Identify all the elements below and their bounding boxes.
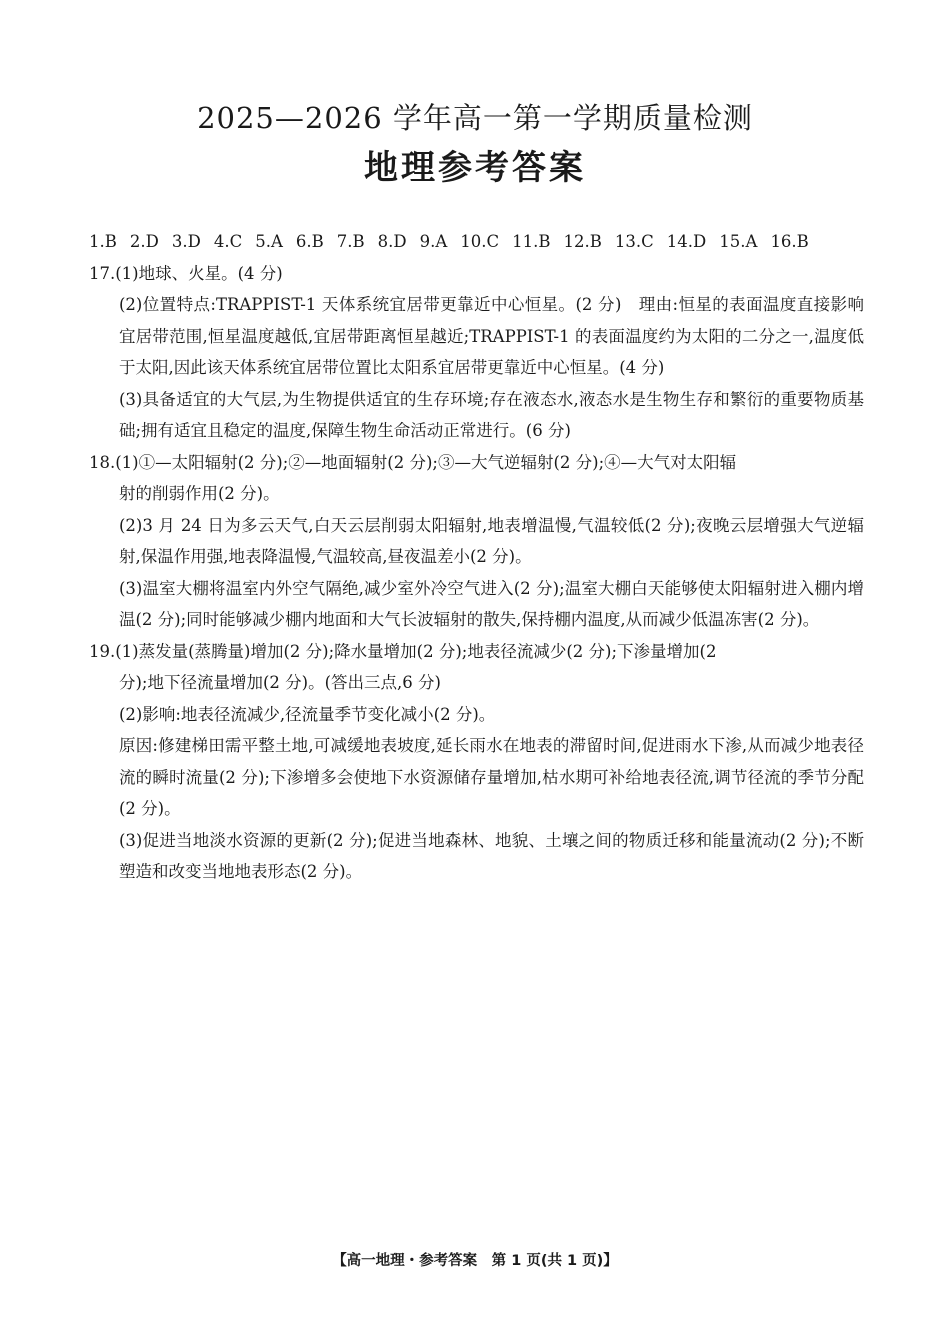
- q19-part3: (3)促进当地淡水资源的更新(2 分);促进当地森林、地貌、土壤之间的物质迁移和能量流动(2 分);不断塑造和改变当地地表形态(2 分)。: [119, 830, 864, 881]
- choice-answer: 14.D: [666, 232, 707, 251]
- answer-key-title: 地理参考答案: [364, 148, 586, 188]
- q18-part1-continuation: 射的削弱作用(2 分)。: [119, 484, 280, 503]
- choice-answer: 8.D: [377, 232, 407, 251]
- choice-answers: [89, 226, 864, 258]
- choice-answer: 11.B: [512, 232, 551, 251]
- q17-part3: (3)具备适宜的大气层,为生物提供适宜的生存环境;存在液态水,液态水是生物生存和繁衍的重要物质基础;拥有适宜且稳定的温度,保障生物生命活动正常进行。(6 分): [119, 389, 864, 440]
- page-footer: 【高一地理・参考答案 第 1 页(共 1 页)】: [332, 1253, 618, 1269]
- q19-part2-reason: 原因:修建梯田需平整土地,可减缓地表坡度,延长雨水在地表的滞留时间,促进雨水下渗,从而减少地表径流的瞬时流量(2 分);下渗增多会使地下水资源储存量增加,枯水期可补给地表径流,调节径流的季节分配(2 分)。: [119, 736, 864, 818]
- choice-answer: 6.B: [295, 232, 324, 251]
- choice-answer: 15.A: [719, 232, 758, 251]
- q19-part1-first-line: 19.(1)蒸发量(蒸腾量)增加(2 分);降水量增加(2 分);地表径流减少(2 分);下渗量增加(2: [89, 641, 717, 661]
- choice-answer: 16.B: [770, 232, 809, 251]
- choice-answer: 5.A: [255, 232, 283, 251]
- q17-part1: 17.(1)地球、火星。(4 分): [89, 263, 283, 283]
- q18-part1-first-line: 18.(1)①—太阳辐射(2 分);②—地面辐射(2 分);③—大气逆辐射(2 分);④—大气对太阳辐: [89, 452, 737, 472]
- choice-answer: 10.C: [460, 232, 500, 251]
- choice-answer: 7.B: [336, 232, 365, 251]
- choice-answer: 12.B: [563, 232, 602, 251]
- choice-answer: 2.D: [129, 232, 159, 251]
- choice-answer: 9.A: [419, 232, 448, 251]
- choice-answer: 13.C: [614, 232, 654, 251]
- q19-part1-continuation: 分);地下径流量增加(2 分)。(答出三点,6 分): [119, 673, 441, 692]
- choice-answer: 1.B: [89, 232, 117, 251]
- exam-title: 2025—2026 学年高一第一学期质量检测: [197, 101, 753, 135]
- choice-answer: 3.D: [171, 232, 201, 251]
- q18-part2: (2)3 月 24 日为多云天气,白天云层削弱太阳辐射,地表增温慢,气温较低(2 分);夜晚云层增强大气逆辐射,保温作用强,地表降温慢,气温较高,昼夜温差小(2 分)。: [119, 515, 864, 566]
- choice-answer: 4.C: [213, 232, 243, 251]
- q17-part2: (2)位置特点:TRAPPIST-1 天体系统宜居带更靠近中心恒星。(2 分) 理由:恒星的表面温度直接影响宜居带范围,恒星温度越低,宜居带距离恒星越近;TRAPPIST-1 的表面温度约为太阳的二分之一,温度低于太阳,因此该天体系统宜居带位置比太阳系宜居带更靠近中心恒星。(4 分): [119, 295, 864, 377]
- q18-part3: (3)温室大棚将温室内外空气隔绝,减少室外冷空气进入(2 分);温室大棚白天能够使太阳辐射进入棚内增温(2 分);同时能够减少棚内地面和大气长波辐射的散失,保持棚内温度,从而减少低温冻害(2 分)。: [119, 578, 864, 629]
- q19-part2: (2)影响:地表径流减少,径流量季节变化减小(2 分)。: [119, 704, 496, 724]
- answer-content: [89, 226, 864, 888]
